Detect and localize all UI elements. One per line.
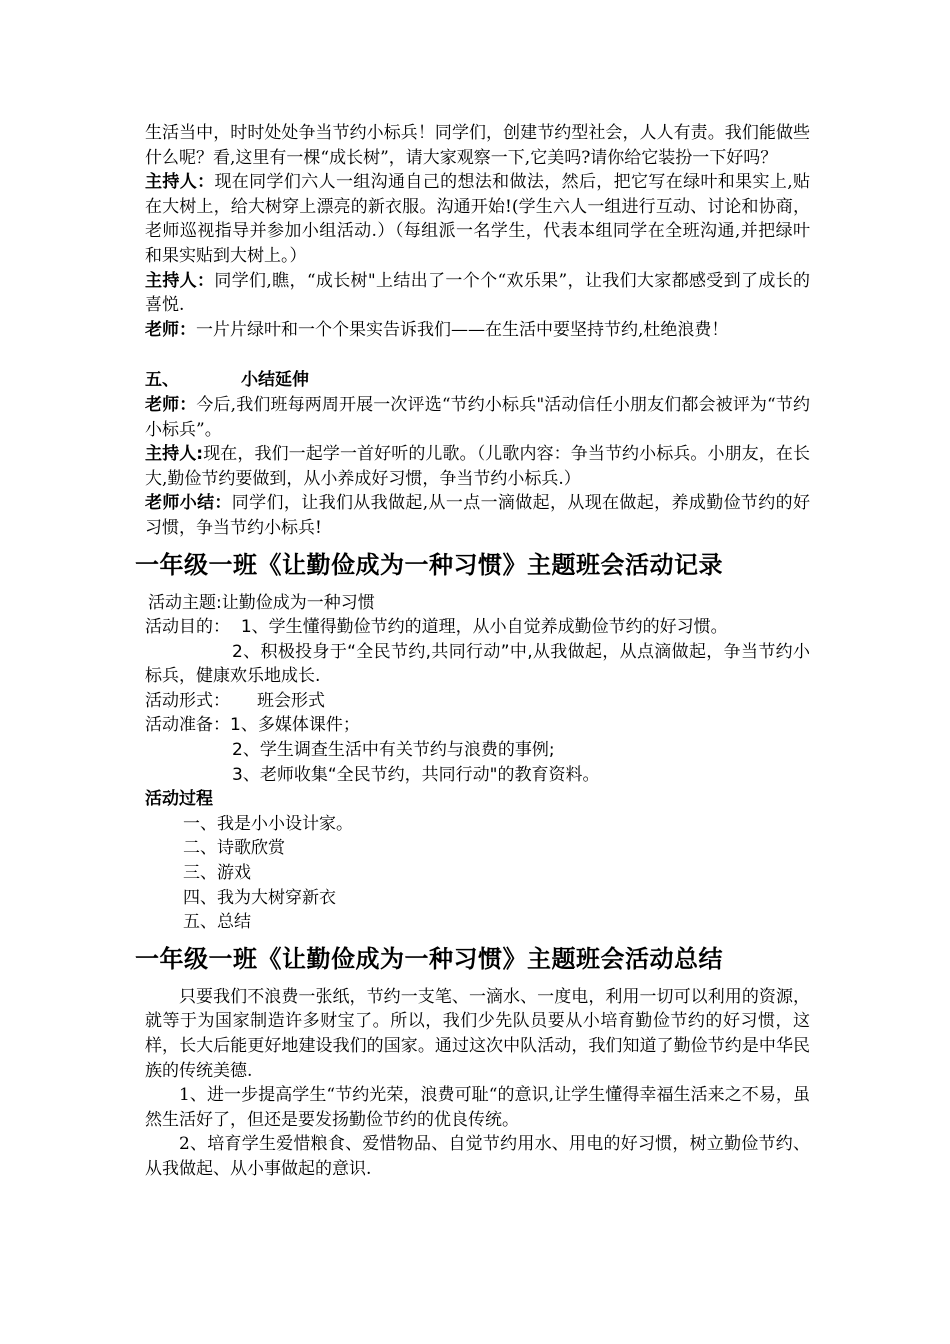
- speaker-label: 主持人：: [145, 172, 215, 193]
- speaker-label: 主持人:: [145, 444, 204, 465]
- process-step: 四、我为大树穿新衣: [183, 887, 336, 908]
- goal-text: 2、积极投身于“全民节约,共同行动”中,从我做起，从点滴做起，争当节约小标兵，健康欢乐地成长.: [145, 641, 810, 687]
- summary-paragraph-1: 只要我们不浪费一张纸，节约一支笔、一滴水、一度电，利用一切可以利用的资源，就等于为国家制造许多财宝了。所以，我们少先队员要从小培育勤俭节约的好习惯，这样，长大后能更好地建设我们的国家。通过这次中队活动，我们知道了勤俭节约是中华民族的传统美德.: [145, 986, 810, 1081]
- activity-theme: 活动主题:让勤俭成为一种习惯: [148, 592, 375, 613]
- speaker-text: 一片片绿叶和一个个果实告诉我们——在生活中要坚持节约,杜绝浪费！: [196, 319, 729, 340]
- activity-prep-2: 2、学生调查生活中有关节约与浪费的事例;: [232, 740, 555, 761]
- activity-form: [145, 689, 810, 714]
- summary-title: 一年级一班《让勤俭成为一种习惯》主题班会活动总结: [135, 944, 723, 973]
- summary-paragraph-3: 2、培育学生爱惜粮食、爱惜物品、自觉节约用水、用电的好习惯，树立勤俭节约、从我做起、从小事做起的意识.: [145, 1134, 810, 1179]
- activity-process-heading: 活动过程: [145, 789, 213, 810]
- spacer: [145, 342, 810, 364]
- section-title: 小结延伸: [241, 370, 309, 391]
- speaker-label: 主持人：: [145, 270, 215, 291]
- process-step: 二、诗歌欣赏: [183, 838, 285, 859]
- prep-text: 1、多媒体课件；: [230, 715, 360, 736]
- speaker-label: 老师小结：: [145, 493, 232, 514]
- speaker-text: 现在同学们六人一组沟通自己的想法和做法，然后，把它写在绿叶和果实上,贴在大树上，给大树穿上漂亮的新衣服。沟通开始!(学生六人一组进行互动、讨论和协商，老师巡视指导并参加小组活动.）（每组派一名学生，代表本组同学在全班沟通,并把绿叶和果实贴到大树上。）: [145, 172, 811, 266]
- section-heading: [145, 368, 810, 393]
- activity-goal-2: [145, 640, 810, 689]
- prep-label: 活动准备：: [145, 715, 230, 736]
- process-step: 一、我是小小设计家。: [183, 813, 353, 834]
- section-number: 五、: [145, 370, 179, 391]
- speaker-text: 今后,我们班每两周开展一次评选“节约小标兵"活动信任小朋友们都会被评为“节约小标兵”。: [145, 394, 810, 440]
- activity-prep-1: [145, 713, 810, 738]
- activity-prep-3: 3、老师收集“全民节约，共同行动"的教育资料。: [232, 764, 600, 785]
- document-content: [135, 121, 811, 1182]
- process-step: 五、总结: [183, 912, 251, 933]
- teacher-paragraph-1: [145, 318, 810, 343]
- speaker-label: 老师：: [145, 394, 197, 415]
- speaker-label: 老师：: [145, 319, 196, 340]
- host-paragraph-3: [145, 442, 810, 491]
- speaker-text: 同学们,瞧，“成长树"上结出了一个个“欢乐果”，让我们大家都感受到了成长的喜悦.: [145, 270, 811, 316]
- goal-label: 活动目的：: [145, 617, 230, 638]
- form-label: 活动形式：: [145, 690, 230, 711]
- goal-text: 1、学生懂得勤俭节约的道理，从小自觉养成勤俭节约的好习惯。: [240, 617, 728, 638]
- teacher-summary-paragraph: [145, 491, 810, 540]
- process-step: 三、游戏: [183, 863, 251, 884]
- host-paragraph-1: [145, 170, 810, 268]
- activity-goal-1: [145, 615, 810, 640]
- speaker-text: 现在，我们一起学一首好听的儿歌。（儿歌内容：争当节约小标兵。小朋友，在长大,勤俭节约要做到，从小养成好习惯，争当节约小标兵.）: [145, 444, 810, 489]
- host-paragraph-2: [145, 269, 810, 318]
- record-title: 一年级一班《让勤俭成为一种习惯》主题班会活动记录: [135, 550, 723, 579]
- speaker-text: 同学们，让我们从我做起,从一点一滴做起，从现在做起，养成勤俭节约的好习惯，争当节约小标兵!: [145, 493, 811, 538]
- summary-paragraph-2: 1、进一步提高学生“节约光荣，浪费可耻“的意识,让学生懂得幸福生活来之不易，虽然生活好了，但还是要发扬勤俭节约的优良传统。: [145, 1085, 810, 1130]
- form-value: 班会形式: [257, 690, 326, 711]
- teacher-paragraph-2: [145, 393, 810, 442]
- intro-paragraph: 生活当中，时时处处争当节约小标兵！同学们，创建节约型社会，人人有责。我们能做些什么呢？看,这里有一棵“成长树”，请大家观察一下,它美吗?请你给它装扮一下好吗？: [145, 123, 810, 168]
